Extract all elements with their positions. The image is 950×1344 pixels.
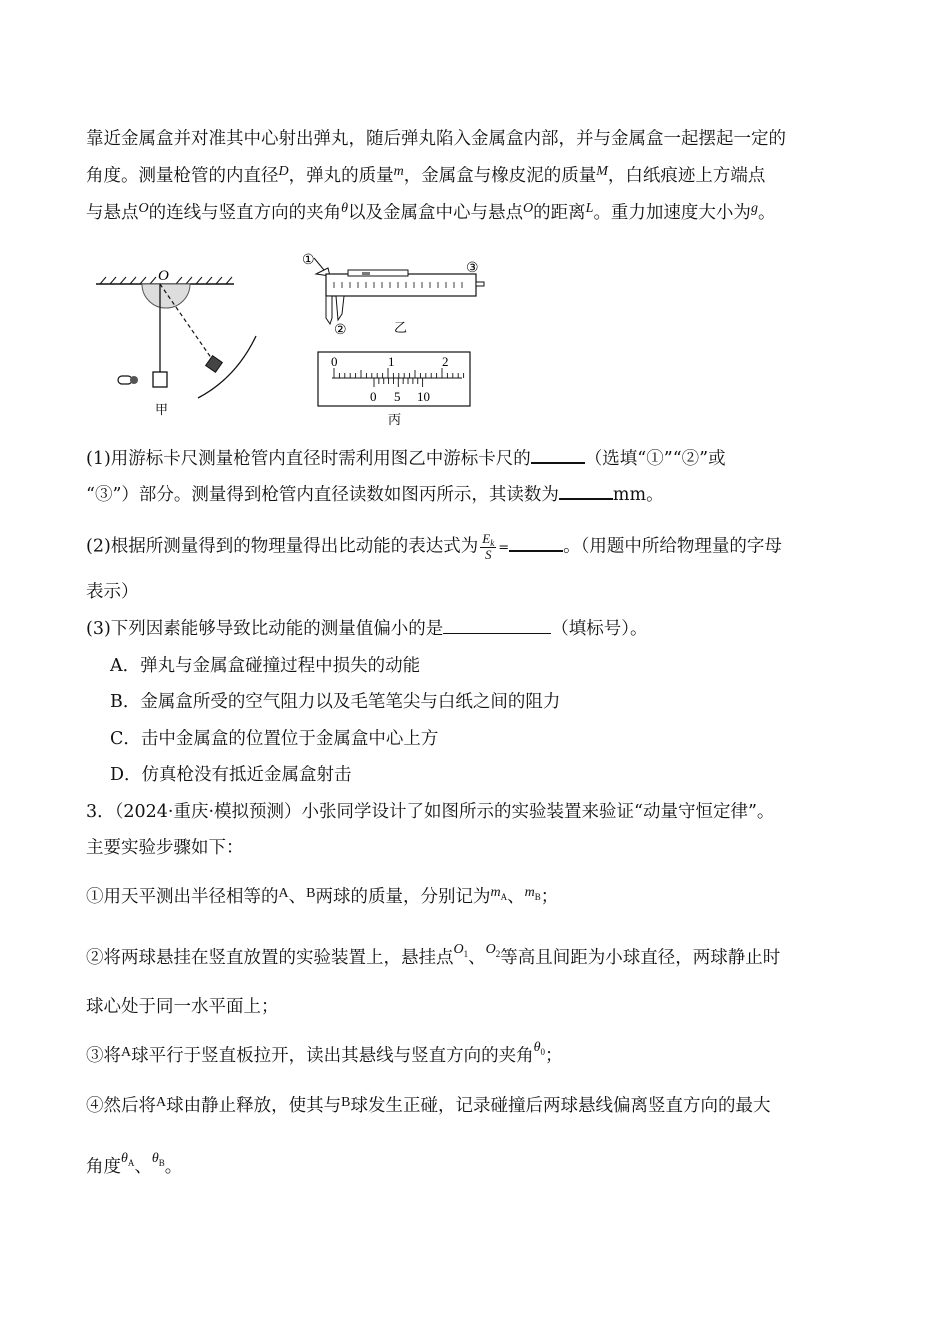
q1-text: mm。 [612, 485, 664, 505]
fraction-numerator: E [482, 531, 491, 546]
subscript-1: 1 [463, 949, 469, 959]
intro-text: 角度。测量枪管的内直径 [86, 166, 279, 186]
q3-text: (3)下列因素能够导致比动能的测量值偏小的是 [86, 619, 444, 639]
p3-text: 等高且间距为小球直径，两球静止时 [500, 948, 781, 968]
intro-line-3 [86, 201, 775, 227]
p3-text: 、 [468, 948, 486, 968]
q1-text: (1)用游标卡尺测量枪管内直径时需利用图乙中游标卡尺的 [86, 449, 531, 469]
subscript-B: B [158, 1158, 165, 1168]
option-text: D．仿真枪没有抵近金属盒射击 [110, 765, 352, 785]
p3-text: 两球的质量，分别记为 [315, 887, 491, 907]
variable-m: m [524, 885, 535, 900]
answer-blank[interactable] [509, 534, 563, 552]
protractor [142, 284, 190, 308]
main-scale-label: 2 [442, 354, 449, 369]
p3-text: 球心处于同一水平面上； [86, 997, 279, 1017]
subscript-2: 2 [495, 949, 501, 959]
variable-B: B [306, 886, 316, 901]
option-text: A．弹丸与金属盒碰撞过程中损失的动能 [110, 656, 421, 676]
outer-jaw [326, 296, 332, 324]
step-4-line-2 [86, 1151, 183, 1181]
option-a [110, 654, 420, 678]
p3-text: ； [545, 1046, 563, 1066]
fraction-denominator: S [485, 547, 492, 562]
p3-text: 。 [164, 1157, 183, 1177]
answer-blank[interactable] [443, 617, 551, 634]
problem-3-title [86, 800, 774, 824]
subscript-A: A [500, 892, 508, 902]
variable-m: m [490, 885, 501, 900]
q1-line-1 [86, 446, 726, 471]
subscript-B: B [534, 892, 541, 902]
variable-M: M [596, 164, 608, 179]
p3-text: ④然后将 [86, 1096, 156, 1116]
variable-theta: θ [151, 1151, 159, 1166]
variable-B: B [341, 1095, 351, 1110]
figure-yi [302, 253, 484, 338]
main-scale-label: 0 [331, 354, 338, 369]
step-3 [86, 1040, 563, 1070]
pivot-label-O: O [158, 268, 169, 284]
answer-blank[interactable] [531, 446, 585, 464]
vernier-scale-label: 5 [394, 389, 401, 404]
q2-line-1 [86, 532, 782, 562]
p3-text: 、 [288, 887, 307, 907]
q1-text: （选填“①”“②”或 [584, 449, 726, 469]
subscript-0: 0 [540, 1047, 546, 1057]
option-text: C．击中金属盒的位置位于金属盒中心上方 [110, 729, 439, 749]
p3-text: 球平行于竖直板拉开，读出其悬线与竖直方向的夹角 [131, 1046, 534, 1066]
variable-A: A [278, 886, 289, 901]
q2-text: 。（用题中所给物理量的字母 [563, 536, 782, 557]
step-2 [86, 942, 781, 972]
problem-3-line-2 [86, 836, 244, 860]
variable-L: L [585, 201, 594, 216]
variable-A: A [121, 1045, 132, 1060]
figure-jia [96, 268, 256, 417]
intro-text: 靠近金属盒并对准其中心射出弹丸，随后弹丸陷入金属盒内部，并与金属盒一起摆起一定的 [86, 129, 786, 149]
variable-D: D [278, 164, 289, 179]
vernier-scale-label: 0 [370, 389, 377, 404]
variable-A: A [156, 1095, 167, 1110]
intro-text: ，白纸痕迹上方端点 [607, 166, 766, 186]
q1-text: “③”）部分。测量得到枪管内直径读数如图丙所示，其读数为 [86, 485, 559, 505]
variable-O: O [453, 942, 464, 957]
q3-text: （填标号）。 [551, 619, 648, 639]
variable-theta: θ [533, 1040, 541, 1055]
figure-label-bing: 丙 [388, 412, 402, 427]
figure-label-yi: 乙 [394, 320, 408, 335]
variable-theta: θ [341, 201, 349, 216]
variable-g: g [750, 201, 758, 216]
intro-line-2 [86, 164, 765, 190]
variable-O: O [523, 201, 534, 216]
variable-theta: θ [121, 1151, 128, 1166]
pellet-icon [118, 376, 138, 384]
paper-arc [198, 336, 256, 398]
option-c [110, 727, 438, 751]
marker-3: ③ [466, 261, 479, 276]
intro-text: ，弹丸的质量 [288, 166, 394, 186]
swung-box [206, 356, 223, 373]
p3-text: 球由静止释放，使其与 [166, 1096, 342, 1116]
intro-text: 的连线与竖直方向的夹角 [148, 203, 342, 223]
p3-text: 、 [134, 1157, 152, 1177]
caliper-body [326, 274, 476, 296]
answer-blank[interactable] [559, 482, 613, 500]
equals-sign: = [498, 540, 510, 556]
q3-stem [86, 617, 648, 641]
main-scale-label: 1 [388, 354, 395, 369]
option-b [110, 690, 560, 714]
p3-text: 、 [507, 887, 525, 907]
ratio-fraction [480, 532, 496, 562]
intro-text: 与悬点 [86, 203, 139, 223]
metal-box [153, 372, 167, 387]
experiment-figures [86, 248, 506, 434]
fraction-subscript: k [490, 538, 495, 548]
marker-1: ① [302, 253, 315, 268]
intro-line-1 [86, 127, 786, 151]
subscript-A: A [127, 1158, 135, 1168]
q2-text: (2)根据所测量得到的物理量得出比动能的表达式为 [86, 536, 479, 557]
intro-text: 。 [757, 203, 776, 223]
q1-line-2 [86, 482, 664, 507]
step-2-line-2 [86, 995, 279, 1019]
vernier-scale-label: 10 [417, 389, 430, 404]
p3-text: 角度 [86, 1157, 121, 1177]
p3-text: ①用天平测出半径相等的 [86, 887, 279, 907]
option-text: B．金属盒所受的空气阻力以及毛笔笔尖与白纸之间的阻力 [110, 692, 561, 712]
intro-text: ，金属盒与橡皮泥的质量 [403, 166, 597, 186]
p3-text: 3．（2024·重庆·模拟预测）小张同学设计了如图所示的实验装置来验证“动量守恒定律”。 [86, 802, 775, 822]
marker-2: ② [334, 323, 347, 338]
step-4 [86, 1094, 770, 1120]
intro-text: 以及金属盒中心与悬点 [348, 203, 524, 223]
intro-text: 的距离 [533, 203, 586, 223]
p3-text: ②将两球悬挂在竖直放置的实验装置上，悬挂点 [86, 948, 454, 968]
figure-bing [318, 352, 470, 427]
variable-O: O [485, 942, 496, 957]
variable-m: m [393, 164, 404, 179]
step-1 [86, 885, 558, 911]
p3-text: ③将 [86, 1046, 121, 1066]
p3-text: 主要实验步骤如下： [86, 838, 244, 858]
option-d [110, 763, 352, 787]
p3-text: ； [540, 887, 559, 907]
p3-text: 球发生正碰，记录碰撞后两球悬线偏离竖直方向的最大 [350, 1096, 771, 1116]
figure-label-jia: 甲 [155, 402, 169, 417]
q2-line-2 [86, 580, 139, 604]
variable-O: O [138, 201, 149, 216]
intro-text: 。重力加速度大小为 [593, 203, 751, 223]
q2-text: 表示） [86, 582, 139, 602]
